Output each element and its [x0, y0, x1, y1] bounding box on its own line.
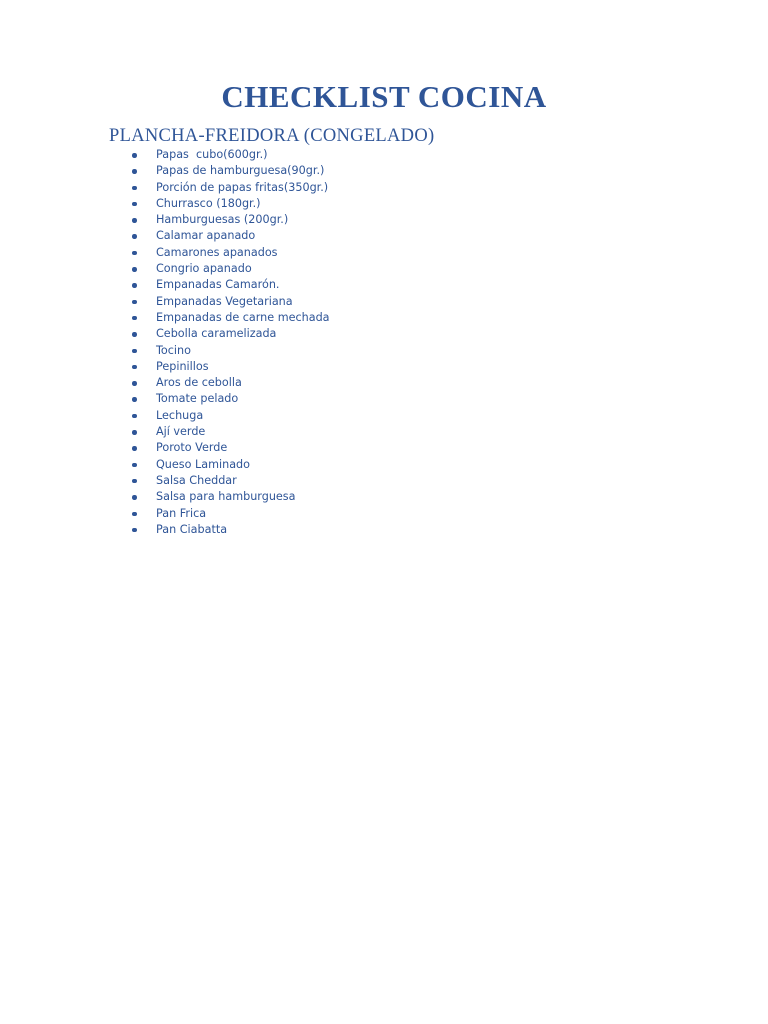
- list-item-label: Calamar apanado: [156, 229, 256, 243]
- list-item-label: Hamburguesas (200gr.): [156, 213, 289, 227]
- list-item-label: Queso Laminado: [156, 457, 250, 471]
- list-item-label: Pepinillos: [156, 359, 209, 373]
- list-item-label: Empanadas de carne mechada: [156, 310, 330, 324]
- list-item-label: Lechuga: [156, 408, 204, 422]
- list-item-label: Pan Ciabatta: [156, 522, 228, 536]
- list-item-label: Empanadas Camarón.: [156, 278, 280, 292]
- list-item-label: Aros de cebolla: [156, 376, 242, 390]
- list-item-label: Poroto Verde: [156, 441, 228, 455]
- list-item-label: Tomate pelado: [156, 392, 239, 406]
- list-item-label: Salsa Cheddar: [156, 473, 237, 487]
- list-item-label: Pan Frica: [156, 506, 207, 520]
- list-item-label: Salsa para hamburguesa: [156, 490, 296, 504]
- list-item-label: Churrasco (180gr.): [156, 196, 261, 210]
- section-heading: PLANCHA-FREIDORA (CONGELADO): [109, 126, 435, 146]
- list-item-label: Cebolla caramelizada: [156, 327, 277, 341]
- list-item-label: Ají verde: [156, 425, 206, 439]
- list-item-label: Papas cubo(600gr.): [156, 148, 268, 161]
- page-title: CHECKLIST COCINA: [221, 79, 547, 114]
- list-item-label: Camarones apanados: [156, 245, 278, 259]
- list-item-label: Congrio apanado: [156, 262, 252, 276]
- list-item-label: Porción de papas fritas(350gr.): [156, 180, 329, 194]
- list-item-label: Papas de hamburguesa(90gr.): [156, 164, 325, 178]
- list-item-label: Tocino: [156, 343, 191, 357]
- list-item-label: Empanadas Vegetariana: [156, 294, 293, 308]
